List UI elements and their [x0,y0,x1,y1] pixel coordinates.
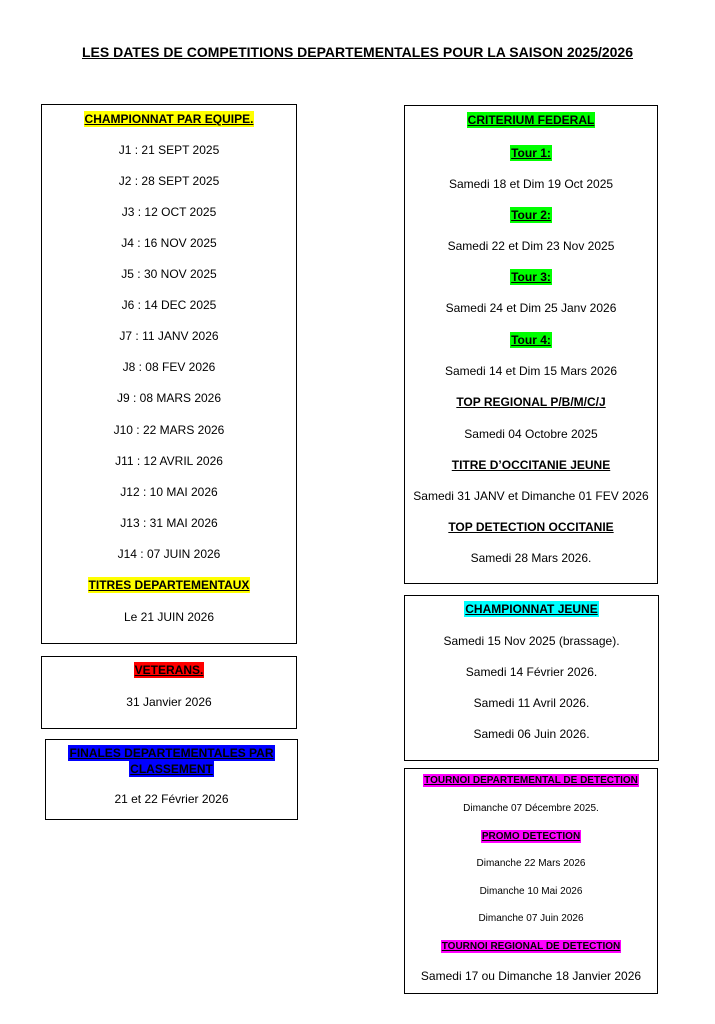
championnat-equipe-header: CHAMPIONNAT PAR EQUIPE. [84,112,254,126]
promo-detection-header: PROMO DETECTION [481,831,581,842]
match-day: J8 : 08 FEV 2026 [122,360,216,374]
match-day: J5 : 30 NOV 2025 [121,267,217,281]
tour-date: Samedi 24 et Dim 25 Janv 2026 [445,301,617,315]
match-day: J3 : 12 OCT 2025 [121,205,217,219]
top-detection-date: Samedi 28 Mars 2026. [470,551,592,565]
tournoi-regional-header: TOURNOI REGIONAL DE DETECTION [441,941,621,952]
finales-header-line2: CLASSEMENT [130,762,213,776]
tour-label: Tour 1: [511,146,551,160]
tour-label: Tour 3: [511,270,551,284]
tour-label: Tour 2: [511,208,551,222]
finales-box [45,739,298,820]
page-title: LES DATES DE COMPETITIONS DEPARTEMENTALES POUR LA SAISON 2025/2026 [81,44,634,60]
jeune-date: Samedi 06 Juin 2026. [473,727,590,741]
criterium-box [404,105,658,584]
top-detection-header: TOP DETECTION OCCITANIE [448,520,614,534]
tour-date: Samedi 18 et Dim 19 Oct 2025 [448,177,614,191]
promo-date: Dimanche 10 Mai 2026 [479,886,583,897]
veterans-box [41,656,297,729]
jeune-date: Samedi 15 Nov 2025 (brassage). [443,634,620,648]
finales-header-line1: FINALES DEPARTEMENTALES PAR [69,746,274,760]
match-day: J9 : 08 MARS 2026 [116,391,222,405]
detection-box [404,768,658,994]
match-day: J14 : 07 JUIN 2026 [117,547,221,561]
match-day: J2 : 28 SEPT 2025 [118,174,220,188]
veterans-date: 31 Janvier 2026 [126,695,212,709]
match-day: J7 : 11 JANV 2026 [119,329,219,343]
tour-date: Samedi 22 et Dim 23 Nov 2025 [447,239,615,253]
promo-date: Dimanche 07 Juin 2026 [478,913,584,924]
criterium-header: CRITERIUM FEDERAL [467,113,595,127]
titres-departementaux-header: TITRES DEPARTEMENTAUX [88,578,250,592]
match-day: J10 : 22 MARS 2026 [113,423,225,437]
jeune-date: Samedi 14 Février 2026. [465,665,598,679]
tournoi-regional-date: Samedi 17 ou Dimanche 18 Janvier 2026 [420,969,642,983]
veterans-header: VETERANS. [134,663,204,677]
jeune-date: Samedi 11 Avril 2026. [473,696,590,710]
titres-departementaux-date: Le 21 JUIN 2026 [123,610,215,624]
tournoi-departemental-date: Dimanche 07 Décembre 2025. [463,803,599,814]
titre-occitanie-header: TITRE D’OCCITANIE JEUNE [451,458,611,472]
championnat-equipe-box [41,104,297,644]
championnat-jeune-box [404,595,659,761]
championnat-jeune-header: CHAMPIONNAT JEUNE [465,602,598,616]
tournoi-departemental-header: TOURNOI DEPARTEMENTAL DE DETECTION [424,775,638,786]
top-regional-header: TOP REGIONAL P/B/M/C/J [456,395,606,409]
top-regional-date: Samedi 04 Octobre 2025 [464,427,598,441]
tour-label: Tour 4: [511,333,551,347]
match-day: J11 : 12 AVRIL 2026 [115,454,223,468]
match-day: J4 : 16 NOV 2025 [121,236,217,250]
match-day: J13 : 31 MAI 2026 [120,516,218,530]
promo-date: Dimanche 22 Mars 2026 [476,858,586,869]
titre-occitanie-date: Samedi 31 JANV et Dimanche 01 FEV 2026 [413,489,649,503]
match-day: J1 : 21 SEPT 2025 [118,143,220,157]
tour-date: Samedi 14 et Dim 15 Mars 2026 [444,364,618,378]
match-day: J12 : 10 MAI 2026 [120,485,218,499]
match-day: J6 : 14 DEC 2025 [121,298,217,312]
finales-date: 21 et 22 Février 2026 [114,792,229,806]
